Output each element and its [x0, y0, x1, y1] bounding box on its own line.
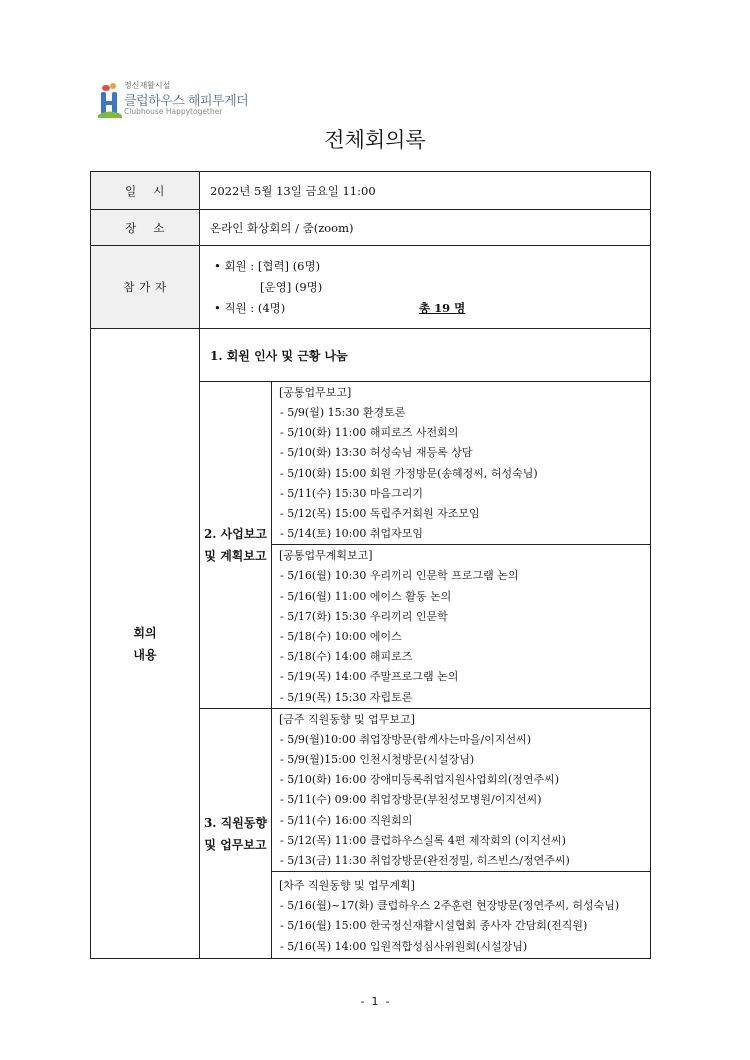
- attendees-row: [91, 246, 651, 329]
- clubhouse-logo-icon: [98, 82, 122, 118]
- minutes-table: [90, 171, 651, 959]
- section2-label-line2: 및 계획보고: [204, 548, 267, 563]
- section3-label-line2: 및 업무보고: [204, 837, 267, 852]
- list-item: - 5/10(화) 16:00 장애미등록취업지원사업회의(정연주씨): [280, 773, 560, 787]
- attendees-staff: • 직원 : (4명): [214, 300, 286, 315]
- attendees-value: [200, 246, 651, 329]
- section3-label: [200, 708, 272, 958]
- list-item: - 5/9(월)10:00 취업장방문(함께사는마을/이지선씨): [280, 732, 531, 746]
- this-week-staff-list: [272, 708, 651, 871]
- place-value: 온라인 화상회의 / 줌(zoom): [200, 210, 651, 246]
- meeting-content-label: [91, 329, 200, 959]
- logo-subtitle: 정신재활시설: [124, 81, 171, 90]
- date-label: 일 시: [91, 172, 200, 210]
- common-report-list: [272, 382, 651, 545]
- list-item: - 5/16(월) 15:00 한국정신재활시설협회 종사자 간담회(전직원): [280, 919, 588, 933]
- list-item: - 5/10(화) 15:00 회원 가정방문(송혜정씨, 허성숙님): [280, 466, 538, 480]
- logo-english-name: Clubhouse Happytogether: [124, 107, 223, 116]
- next-week-staff-list: [272, 872, 651, 959]
- attendees-staff-line: [214, 298, 650, 319]
- logo-name: 클럽하우스 해피투게더: [124, 94, 249, 109]
- list-item: - 5/14(토) 10:00 취업자모임: [280, 527, 423, 541]
- this-week-header: [금주 직원동향 및 업무보고]: [279, 712, 415, 726]
- list-item: - 5/16(월)~17(화) 클럽하우스 2주훈련 현장방문(정연주씨, 허성숙님): [280, 899, 620, 913]
- list-item: - 5/18(수) 10:00 에이스: [280, 630, 402, 644]
- section1-row: [91, 329, 651, 382]
- list-item: - 5/19(목) 15:30 자립토론: [280, 690, 413, 704]
- list-item: - 5/17(화) 15:30 우리끼리 인문학: [280, 609, 448, 623]
- page-number: - 1 -: [360, 995, 390, 1008]
- date-value: 2022년 5월 13일 금요일 11:00: [200, 172, 651, 210]
- list-item: - 5/9(월) 15:30 환경토론: [280, 406, 406, 419]
- list-item: - 5/18(수) 14:00 해피로즈: [280, 650, 413, 664]
- list-item: - 5/9(월)15:00 인천시청방문(시설장님): [280, 753, 475, 767]
- date-row: [91, 172, 651, 210]
- list-item: - 5/11(수) 09:00 취업장방문(부천성모병원/이지선씨): [280, 793, 542, 807]
- document-title: 전체회의록: [324, 128, 426, 152]
- list-item: - 5/12(목) 15:00 독립주거회원 자조모임: [280, 507, 480, 521]
- list-item: - 5/13(금) 11:30 취업장방문(완전정밀, 히즈빈스/정연주씨): [280, 854, 570, 868]
- list-item: - 5/11(수) 15:30 마음그리기: [280, 486, 423, 500]
- section1-title: 1. 회원 인사 및 근황 나눔: [200, 329, 651, 382]
- common-report-header: [공통업무보고]: [279, 386, 352, 399]
- section3-label-line1: 3. 직원동향: [203, 815, 268, 830]
- list-item: - 5/16(월) 10:30 우리끼리 인문학 프로그램 논의: [280, 569, 519, 583]
- list-item: - 5/16(목) 14:00 입원적합성심사위원회(시설장님): [280, 939, 528, 953]
- list-item: - 5/10(화) 11:00 해피로즈 사전회의: [280, 426, 459, 440]
- section2-label: [200, 382, 272, 709]
- common-plan-header: [공통업무계획보고]: [279, 549, 373, 563]
- organization-logo: [98, 76, 258, 120]
- place-label: 장 소: [91, 210, 200, 246]
- attendees-members: • 회원 : [협력] (6명): [214, 258, 321, 273]
- list-item: - 5/12(목) 11:00 클럽하우스실록 4편 제작회의 (이지선씨): [280, 833, 566, 847]
- attendees-label: 참 가 자: [91, 246, 200, 329]
- list-item: - 5/11(수) 16:00 직원회의: [280, 813, 413, 827]
- list-item: - 5/19(목) 14:00 주말프로그램 논의: [280, 670, 459, 684]
- next-week-header: [차주 직원동향 및 업무계획]: [279, 879, 415, 893]
- list-item: - 5/10(화) 13:30 허성숙님 재등록 상담: [280, 446, 473, 460]
- common-plan-list: [272, 545, 651, 708]
- meeting-label-line2: 내용: [133, 647, 157, 662]
- place-row: [91, 210, 651, 246]
- section2-label-line1: 2. 사업보고: [203, 526, 268, 541]
- meeting-label-line1: 회의: [133, 625, 157, 640]
- attendees-operations: [운영] (9명): [260, 279, 323, 294]
- list-item: - 5/16(월) 11:00 에이스 활동 논의: [280, 589, 452, 603]
- attendees-total: 총 19 명: [419, 300, 466, 315]
